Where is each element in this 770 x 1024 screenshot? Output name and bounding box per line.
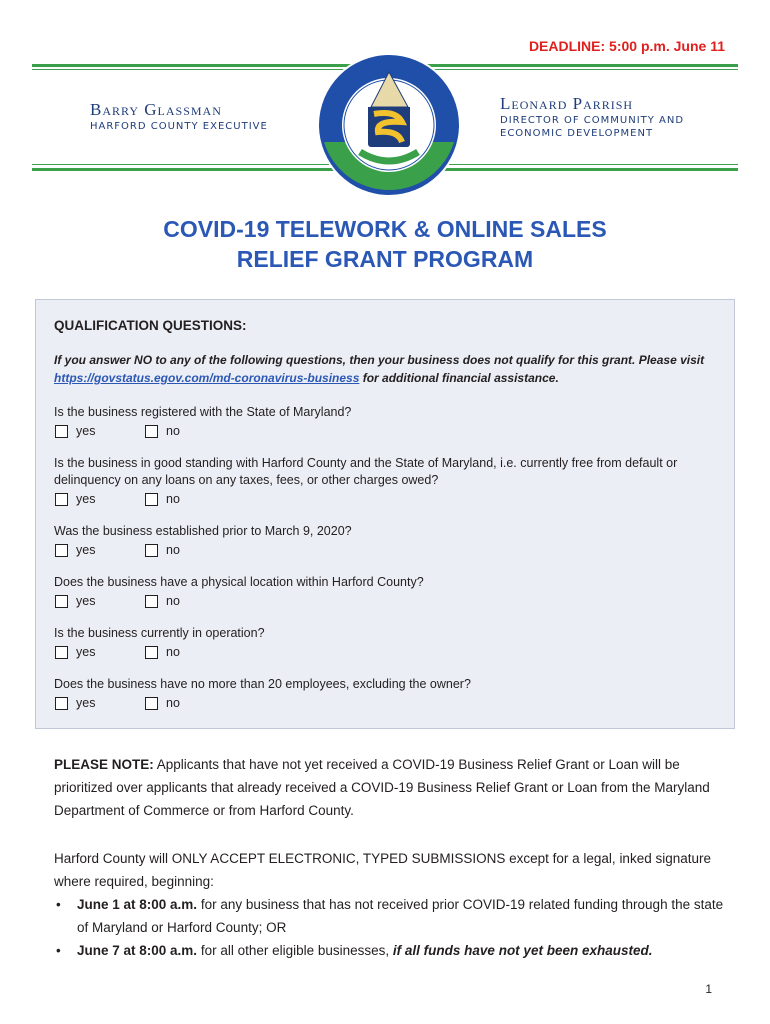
option-yes	[54, 492, 144, 506]
qualification-instructions	[54, 351, 720, 387]
instruction-suffix: for additional financial assistance.	[359, 371, 559, 385]
director-title-line2: ECONOMIC DEVELOPMENT	[500, 128, 654, 139]
answer-options	[54, 540, 720, 560]
deadline-notice: DEADLINE: 5:00 p.m. June 11	[528, 38, 725, 54]
question-item	[54, 404, 720, 441]
bullet1-date: June 1 at 8:00 a.m.	[77, 897, 198, 912]
bullet1-text: for any business that has not received prior COVID-19 related funding through the state of Maryland or Harford County; OR	[77, 897, 724, 935]
bullet2-emphasis: if all funds have not yet been exhausted.	[392, 943, 653, 958]
yes-label: yes	[76, 492, 96, 506]
yes-label: yes	[76, 645, 96, 659]
no-label: no	[166, 543, 180, 557]
option-yes	[54, 696, 144, 710]
no-label: no	[166, 696, 180, 710]
qualification-heading: QUALIFICATION QUESTIONS:	[54, 318, 247, 333]
no-checkbox[interactable]	[145, 544, 158, 557]
question-text: Is the business registered with the State of Maryland?	[54, 405, 352, 419]
question-list	[54, 404, 720, 713]
director-block	[500, 94, 684, 140]
no-checkbox[interactable]	[145, 697, 158, 710]
option-yes	[54, 645, 144, 659]
note-text: Applicants that have not yet received a COVID-19 Business Relief Grant or Loan will be prioritized over applicants that already received a COVID-19 Business Relief Grant or Loan from the Maryland Department of Commerce or from Harford County.	[54, 757, 710, 818]
question-text: Is the business currently in operation?	[54, 626, 265, 640]
title-line-1: COVID-19 TELEWORK & ONLINE SALES	[163, 216, 607, 242]
yes-label: yes	[76, 424, 96, 438]
yes-checkbox[interactable]	[55, 544, 68, 557]
county-executive-title: HARFORD COUNTY EXECUTIVE	[90, 121, 268, 132]
no-checkbox[interactable]	[145, 595, 158, 608]
letterhead	[32, 64, 738, 178]
instruction-prefix: If you answer NO to any of the following questions, then your business does not qualify for this grant. Please visit	[54, 353, 705, 367]
bullet2-text: for all other eligible businesses,	[197, 943, 393, 958]
yes-label: yes	[76, 543, 96, 557]
list-item	[54, 893, 724, 939]
option-yes	[54, 543, 144, 557]
submission-dates-list	[54, 893, 724, 962]
question-item	[54, 455, 720, 509]
question-item	[54, 625, 720, 662]
no-label: no	[166, 645, 180, 659]
question-item	[54, 676, 720, 713]
yes-checkbox[interactable]	[55, 646, 68, 659]
list-item	[54, 939, 724, 962]
question-text: Is the business in good standing with Harford County and the State of Maryland, i.e. currently free from default or delinquency on any loans on any taxes, fees, or other charges owed?	[54, 456, 678, 487]
option-no	[144, 594, 234, 608]
qualification-questions-box	[35, 299, 735, 729]
answer-options	[54, 591, 720, 611]
harford-county-seal-logo	[316, 52, 462, 198]
county-executive-block	[90, 100, 268, 133]
option-no	[144, 492, 234, 506]
option-no	[144, 424, 234, 438]
option-yes	[54, 424, 144, 438]
yes-checkbox[interactable]	[55, 697, 68, 710]
no-label: no	[166, 594, 180, 608]
yes-label: yes	[76, 696, 96, 710]
option-yes	[54, 594, 144, 608]
question-item	[54, 574, 720, 611]
yes-checkbox[interactable]	[55, 493, 68, 506]
bullet2-date: June 7 at 8:00 a.m.	[77, 943, 198, 958]
question-text: Was the business established prior to March 9, 2020?	[54, 524, 352, 538]
note-label: PLEASE NOTE:	[54, 757, 154, 772]
no-checkbox[interactable]	[145, 646, 158, 659]
no-label: no	[166, 492, 180, 506]
option-no	[144, 645, 234, 659]
document-title	[0, 214, 770, 274]
answer-options	[54, 489, 720, 509]
option-no	[144, 543, 234, 557]
yes-label: yes	[76, 594, 96, 608]
option-no	[144, 696, 234, 710]
director-name: Leonard Parrish	[500, 94, 634, 113]
answer-options	[54, 421, 720, 441]
county-executive-name: Barry Glassman	[90, 100, 222, 119]
yes-checkbox[interactable]	[55, 425, 68, 438]
submission-intro: Harford County will ONLY ACCEPT ELECTRONIC, TYPED SUBMISSIONS except for a legal, inked signature where required, beginning:	[54, 851, 711, 889]
question-text: Does the business have no more than 20 employees, excluding the owner?	[54, 677, 471, 691]
director-title-line1: DIRECTOR OF COMMUNITY AND	[500, 115, 685, 126]
yes-checkbox[interactable]	[55, 595, 68, 608]
page-number: 1	[705, 982, 712, 996]
title-line-2: RELIEF GRANT PROGRAM	[236, 246, 534, 272]
submission-section	[54, 847, 724, 962]
no-label: no	[166, 424, 180, 438]
govstatus-link[interactable]: https://govstatus.egov.com/md-coronavirus-business	[54, 371, 360, 385]
please-note-paragraph	[54, 753, 724, 822]
answer-options	[54, 642, 720, 662]
no-checkbox[interactable]	[145, 493, 158, 506]
question-item	[54, 523, 720, 560]
question-text: Does the business have a physical location within Harford County?	[54, 575, 424, 589]
answer-options	[54, 693, 720, 713]
no-checkbox[interactable]	[145, 425, 158, 438]
